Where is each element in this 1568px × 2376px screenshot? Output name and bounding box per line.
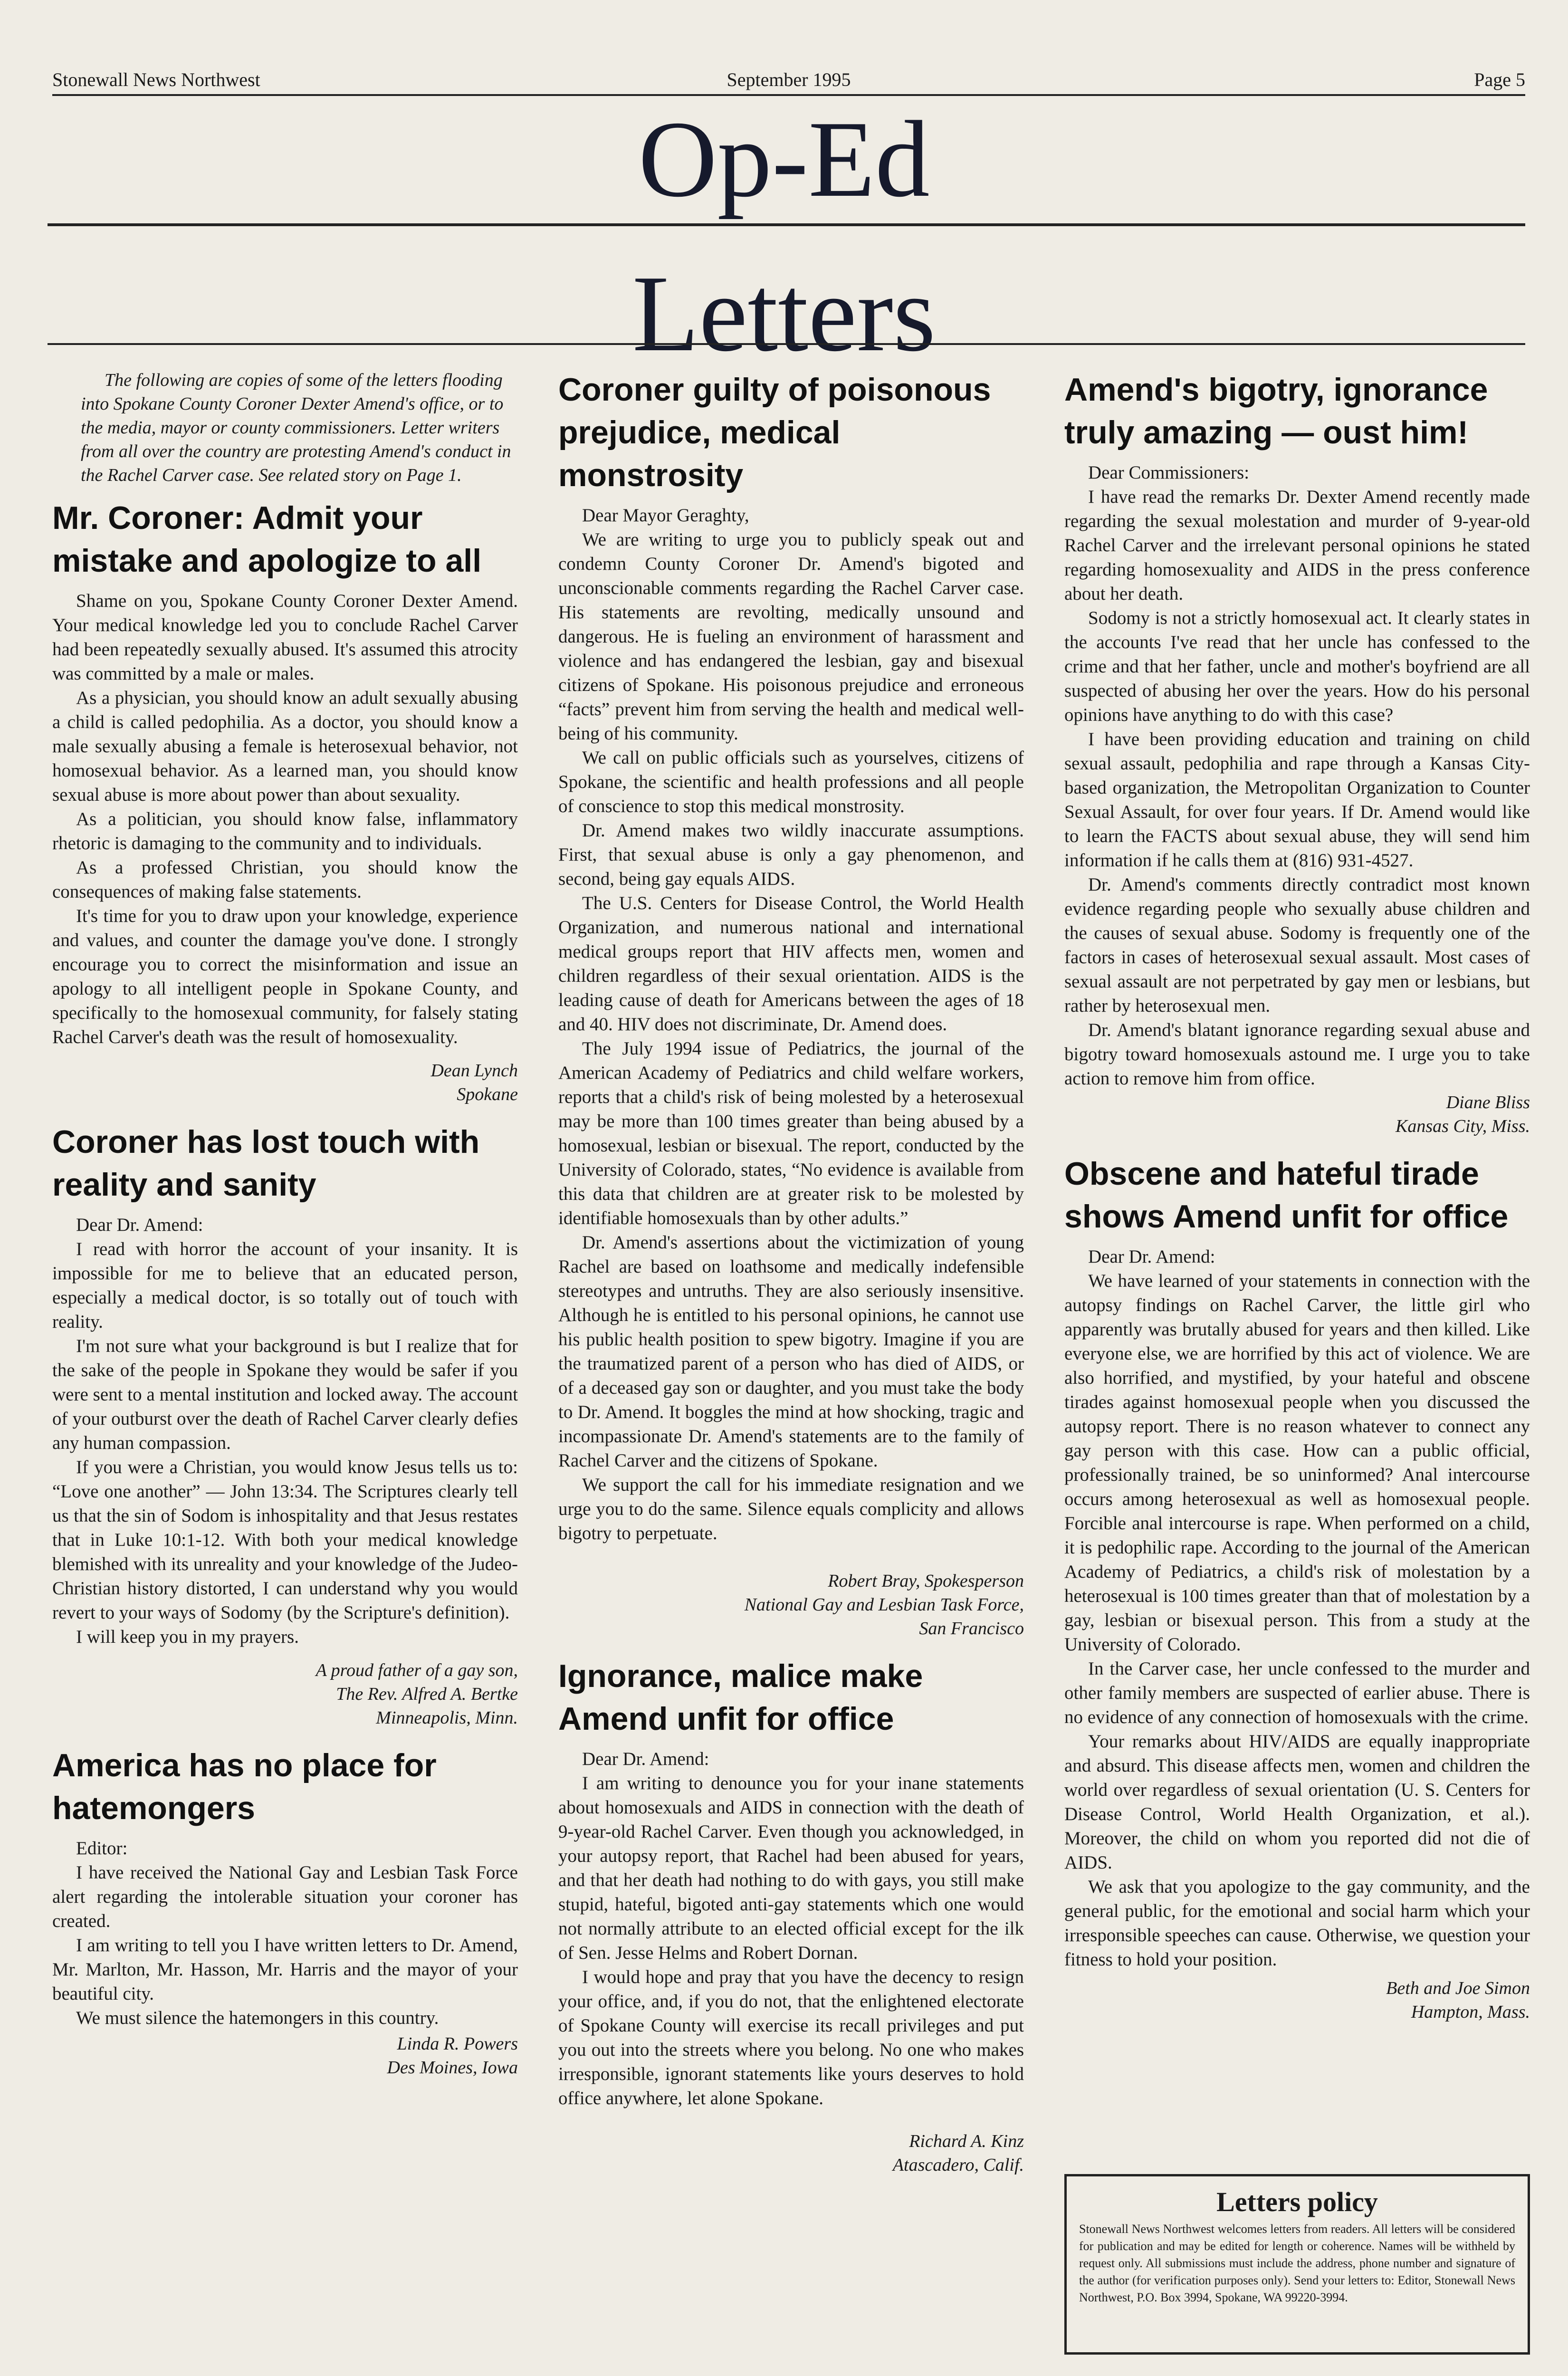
signature-line: The Rev. Alfred A. Bertke — [336, 1684, 518, 1704]
letter-paragraph: If you were a Christian, you would know Jesus tells us to: “Love one another” — John 13:34. The Scriptures clearly tell us that the sin of Sodom is inhospitality and that Jesus restates that in Luke 10:1-12. With both your medical knowledge blemished with its unreality and your knowledge of the Judeo-Christian history distorted, I can understand why you would revert to your ways of Sodomy (by the Scripture's definition). — [52, 1457, 518, 1623]
letter-signature — [558, 1569, 1024, 1640]
letter-signature — [558, 2129, 1024, 2177]
letter-paragraph: Dear Mayor Geraghty, — [582, 505, 749, 526]
signature-line: Beth and Joe Simon — [1386, 1978, 1530, 1998]
letter-paragraph: We ask that you apologize to the gay community, and the general public, for the emotional and social harm which your irresponsible speeches can cause. Otherwise, we question your fitness to hold your position. — [1064, 1877, 1530, 1970]
page-header — [52, 66, 1525, 96]
letter-signature — [52, 1658, 518, 1730]
column-3 — [1064, 368, 1530, 2038]
letter-paragraph: I will keep you in my prayers. — [76, 1627, 299, 1647]
page-number: Page 5 — [1474, 69, 1525, 90]
letter-paragraph: As a physician, you should know an adult sexually abusing a child is called pedophilia. As a doctor, you should know a male sexually abusing a female is heterosexual behavior, not homosexual behavior. As a learned man, you should know sexual abuse is more about power than about sexuality. — [52, 688, 518, 805]
signature-line: Kansas City, Miss. — [1396, 1116, 1530, 1136]
letter-signature — [52, 2032, 518, 2079]
signature-line: Hampton, Mass. — [1411, 2002, 1530, 2022]
letter — [52, 1121, 518, 1730]
letter — [558, 368, 1024, 1640]
letter-paragraph: Shame on you, Spokane County Coroner Dexter Amend. Your medical knowledge led you to conclude Rachel Carver had been repeatedly sexually abused. It's assumed this atrocity was committed by a male or males. — [52, 591, 518, 684]
letter-paragraph: Dear Dr. Amend: — [1088, 1246, 1215, 1267]
letter-signature — [1064, 1091, 1530, 1138]
signature-line: Spokane — [457, 1084, 518, 1104]
policy-title: Letters policy — [1216, 2186, 1378, 2217]
letter-paragraph: Your remarks about HIV/AIDS are equally inappropriate and absurd. This disease affects men, women and children the world over regardless of sexual orientation (U. S. Centers for Disease Control, World Health Organization, et al.). Moreover, the child on whom you reported did not die of AIDS. — [1064, 1731, 1530, 1873]
letter-signature — [1064, 1976, 1530, 2024]
letter-paragraph: As a professed Christian, you should know the consequences of making false statements. — [52, 857, 518, 902]
letter — [1064, 368, 1530, 1138]
signature-line: National Gay and Lesbian Task Force, — [744, 1595, 1024, 1615]
policy-text: Stonewall News Northwest welcomes letters from readers. All letters will be considered for publication and may be edited for length or coherence. Names will be withheld by request only. All submissions must include the address, phone number and signature of the author (for verification purposes only). Send your letters to: Editor, Stonewall News Northwest, P.O. Box 3994, Spokane, WA 99220-3994. — [1079, 2222, 1515, 2304]
signature-line: A proud father of a gay son, — [316, 1660, 518, 1680]
section-title: Op-Ed — [638, 98, 930, 220]
letter-paragraph: I have been providing education and training on child sexual assault, pedophilia and rape through a Kansas City-based organization, the Metropolitan Organization to Counter Sexual Assault, for over four years. If Dr. Amend would like to learn the FACTS about sexual abuse, they will send him information if he calls them at (816) 931-4527. — [1064, 729, 1530, 871]
letter-paragraph: I am writing to denounce you for your inane statements about homosexuals and AIDS in connection with the death of 9-year-old Rachel Carver. Even though you acknowledged, in your autopsy report, that Rachel had been abused for years, and that her death had nothing to do with gays, you still make stupid, hateful, bigoted anti-gay statements which one would not normally attribute to an elected official except for the ilk of Sen. Jesse Helms and Robert Dornan. — [558, 1773, 1024, 1963]
letter-paragraph: Sodomy is not a strictly homosexual act. It clearly states in the accounts I've read that her uncle has confessed to the crime and that her father, uncle and mother's boyfriend are all suspected of abusing her over the years. How do his personal opinions have anything to do with this case? — [1064, 608, 1530, 725]
letter-paragraph: As a politician, you should know false, inflammatory rhetoric is damaging to the community and to individuals. — [52, 809, 518, 853]
letter-paragraph: Dr. Amend's comments directly contradict most known evidence regarding people who sexually abuse children and the causes of sexual abuse. Sodomy is frequently one of the factors in cases of heterosexual sexual assault. Most cases of sexual assault are not perpetrated by gay men or lesbians, but rather by heterosexual men. — [1064, 874, 1530, 1016]
letter-paragraph: We are writing to urge you to publicly speak out and condemn County Coroner Dr. Amend's bigoted and unconscionable comments regarding the Rachel Carver case. His statements are revolting, medically unsound and dangerous. He is fueling an environment of harassment and violence and has endangered the lesbian, gay and bisexual citizens of Spokane. His poisonous prejudice and erroneous “facts” prevent him from serving the health and medical well-being of his community. — [558, 529, 1024, 744]
letter-headline: Coroner guilty of poisonous prejudice, medical monstrosity — [558, 372, 991, 493]
signature-line: Robert Bray, Spokesperson — [828, 1571, 1024, 1591]
letter-paragraph: I would hope and pray that you have the decency to resign your office, and, if you do not, that the enlightened electorate of Spokane County will exercise its recall privileges and put you out into the streets where you belong. No one who makes irresponsible, ignorant statements like yours deserves to hold office anywhere, let alone Spokane. — [558, 1967, 1024, 2108]
letter — [558, 1655, 1024, 2177]
letter-paragraph: We must silence the hatemongers in this country. — [76, 2008, 439, 2028]
letter — [52, 1744, 518, 2079]
letter — [52, 497, 518, 1106]
letter-paragraph: Dear Dr. Amend: — [582, 1749, 709, 1769]
signature-line: Linda R. Powers — [397, 2034, 518, 2054]
letter-paragraph: We have learned of your statements in connection with the autopsy findings on Rachel Carver, the little girl who apparently was brutally abused for years and then killed. Like everyone else, we are horrified by this act of violence. We are also horrified, and mystified, by your hateful and obscene tirades against homosexual people when you discussed the autopsy report. There is no reason whatever to connect any gay person with this case. How can a public official, professionally trained, be so uninformed? Anal intercourse occurs among heterosexual as well as homosexual people. Forcible anal intercourse is rape. When performed on a child, it is pedophilic rape. According to the journal of the American Academy of Pediatrics, a child's risk of molestation by a heterosexual is 100 times greater than that of molestation by a gay, lesbian or bisexual person. This from a study at the University of Colorado. — [1064, 1271, 1530, 1655]
letter-paragraph: We support the call for his immediate resignation and we urge you to do the same. Silence equals complicity and allows bigotry to perpetuate. — [558, 1475, 1024, 1543]
letters-policy-box — [1064, 2174, 1530, 2355]
signature-line: Richard A. Kinz — [909, 2131, 1024, 2151]
letter-paragraph: Dear Commissioners: — [1088, 462, 1250, 483]
letter-paragraph: I am writing to tell you I have written letters to Dr. Amend, Mr. Marlton, Mr. Hasson, Mr. Harris and the mayor of your beautiful city. — [52, 1935, 518, 2004]
subsection-title: Letters — [632, 253, 936, 374]
section-rule — [48, 223, 1525, 226]
signature-line: Des Moines, Iowa — [387, 2058, 518, 2078]
signature-line: Dean Lynch — [430, 1061, 518, 1081]
letter-paragraph: Dr. Amend's blatant ignorance regarding sexual abuse and bigotry toward homosexuals astound me. I urge you to take action to remove him from office. — [1064, 1020, 1530, 1089]
letter-paragraph: The July 1994 issue of Pediatrics, the journal of the American Academy of Pediatrics and child welfare workers, reports that a child's risk of being molested by a heterosexual may be more than 100 times greater than being abused by a homosexual, lesbian or bisexual. The report, conducted by the University of Colorado, states, “No evidence is available from this data that children are at greater risk to be molested by identifiable homosexuals than by other adults.” — [558, 1038, 1024, 1228]
letter-headline: Coroner has lost touch with reality and sanity — [52, 1124, 480, 1203]
signature-line: San Francisco — [919, 1619, 1024, 1638]
signature-line: Atascadero, Calif. — [892, 2155, 1024, 2175]
issue-date: September 1995 — [727, 69, 851, 90]
signature-line: Minneapolis, Minn. — [376, 1708, 518, 1728]
letter-paragraph: I have read the remarks Dr. Dexter Amend recently made regarding the sexual molestation and murder of 9-year-old Rachel Carver and the irrelevant personal opinions he stated regarding homosexuality and AIDS in the press conference about her death. — [1064, 487, 1530, 604]
letter-paragraph: We call on public officials such as yourselves, citizens of Spokane, the scientific and health professions and all people of conscience to stop this medical monstrosity. — [558, 747, 1024, 816]
letter-headline: Amend's bigotry, ignorance truly amazing — oust him! — [1064, 372, 1488, 450]
letter-headline: Obscene and hateful tirade shows Amend unfit for office — [1064, 1156, 1509, 1235]
letter-paragraph: In the Carver case, her uncle confessed to the murder and other family members are suspected of earlier abuse. There is no evidence of any connection of homosexuals with the crime. — [1064, 1658, 1530, 1727]
letter-paragraph: I'm not sure what your background is but I realize that for the sake of the people in Spokane they would be safer if you were sent to a mental institution and locked away. The account of your outburst over the death of Rachel Carver clearly defies any human compassion. — [52, 1336, 518, 1453]
letter-paragraph: I have received the National Gay and Lesbian Task Force alert regarding the intolerable situation your coroner has created. — [52, 1862, 518, 1931]
subsection-rule — [48, 343, 1525, 345]
letter-headline: Mr. Coroner: Admit your mistake and apologize to all — [52, 500, 482, 579]
signature-line: Diane Bliss — [1446, 1092, 1530, 1112]
letter-paragraph: The U.S. Centers for Disease Control, the World Health Organization, and numerous national and international medical groups report that HIV affects men, women and children regardless of their sexual orientation. AIDS is the leading cause of death for Americans between the ages of 18 and 40. HIV does not discriminate, Dr. Amend does. — [558, 893, 1024, 1035]
column-2 — [558, 368, 1024, 2191]
letter-signature — [52, 1059, 518, 1106]
letter-paragraph: Dr. Amend makes two wildly inaccurate assumptions. First, that sexual abuse is only a gay phenomenon, and second, being gay equals AIDS. — [558, 820, 1024, 889]
letter-headline: America has no place for hatemongers — [52, 1747, 437, 1826]
letter-headline: Ignorance, malice make Amend unfit for office — [558, 1658, 923, 1737]
letter-paragraph: Dear Dr. Amend: — [76, 1215, 203, 1235]
column-1 — [52, 368, 518, 2094]
intro-note: The following are copies of some of the letters flooding into Spokane County Coroner Dexter Amend's office, or to the media, mayor or county commissioners. Letter writers from all over the country are protesting Amend's conduct in the Rachel Carver case. See related story on Page 1. — [81, 370, 511, 485]
publication-name: Stonewall News Northwest — [52, 69, 260, 90]
letter-paragraph: Editor: — [76, 1838, 128, 1859]
letter-paragraph: I read with horror the account of your insanity. It is impossible for me to believe that an educated person, especially a medical doctor, is so totally out of touch with reality. — [52, 1239, 518, 1332]
letter-paragraph: Dr. Amend's assertions about the victimization of young Rachel are based on loathsome and medically indefensible stereotypes and untruths. They are also seriously insensitive. Although he is entitled to his personal opinions, he cannot use his public health position to spew bigotry. Imagine if you are the traumatized parent of a person who has died of AIDS, or of a deceased gay son or daughter, and you must take the body to Dr. Amend. It boggles the mind at how shocking, tragic and incompassionate Dr. Amend's statements are to the family of Rachel Carver and the citizens of Spokane. — [558, 1232, 1024, 1471]
letter-paragraph: It's time for you to draw upon your knowledge, experience and values, and counter the damage you've done. I strongly encourage you to correct the misinformation and issue an apology to all intelligent people in Spokane County, and specifically to the homosexual community, for falsely stating Rachel Carver's death was the result of homosexuality. — [52, 906, 518, 1047]
letter — [1064, 1152, 1530, 2024]
